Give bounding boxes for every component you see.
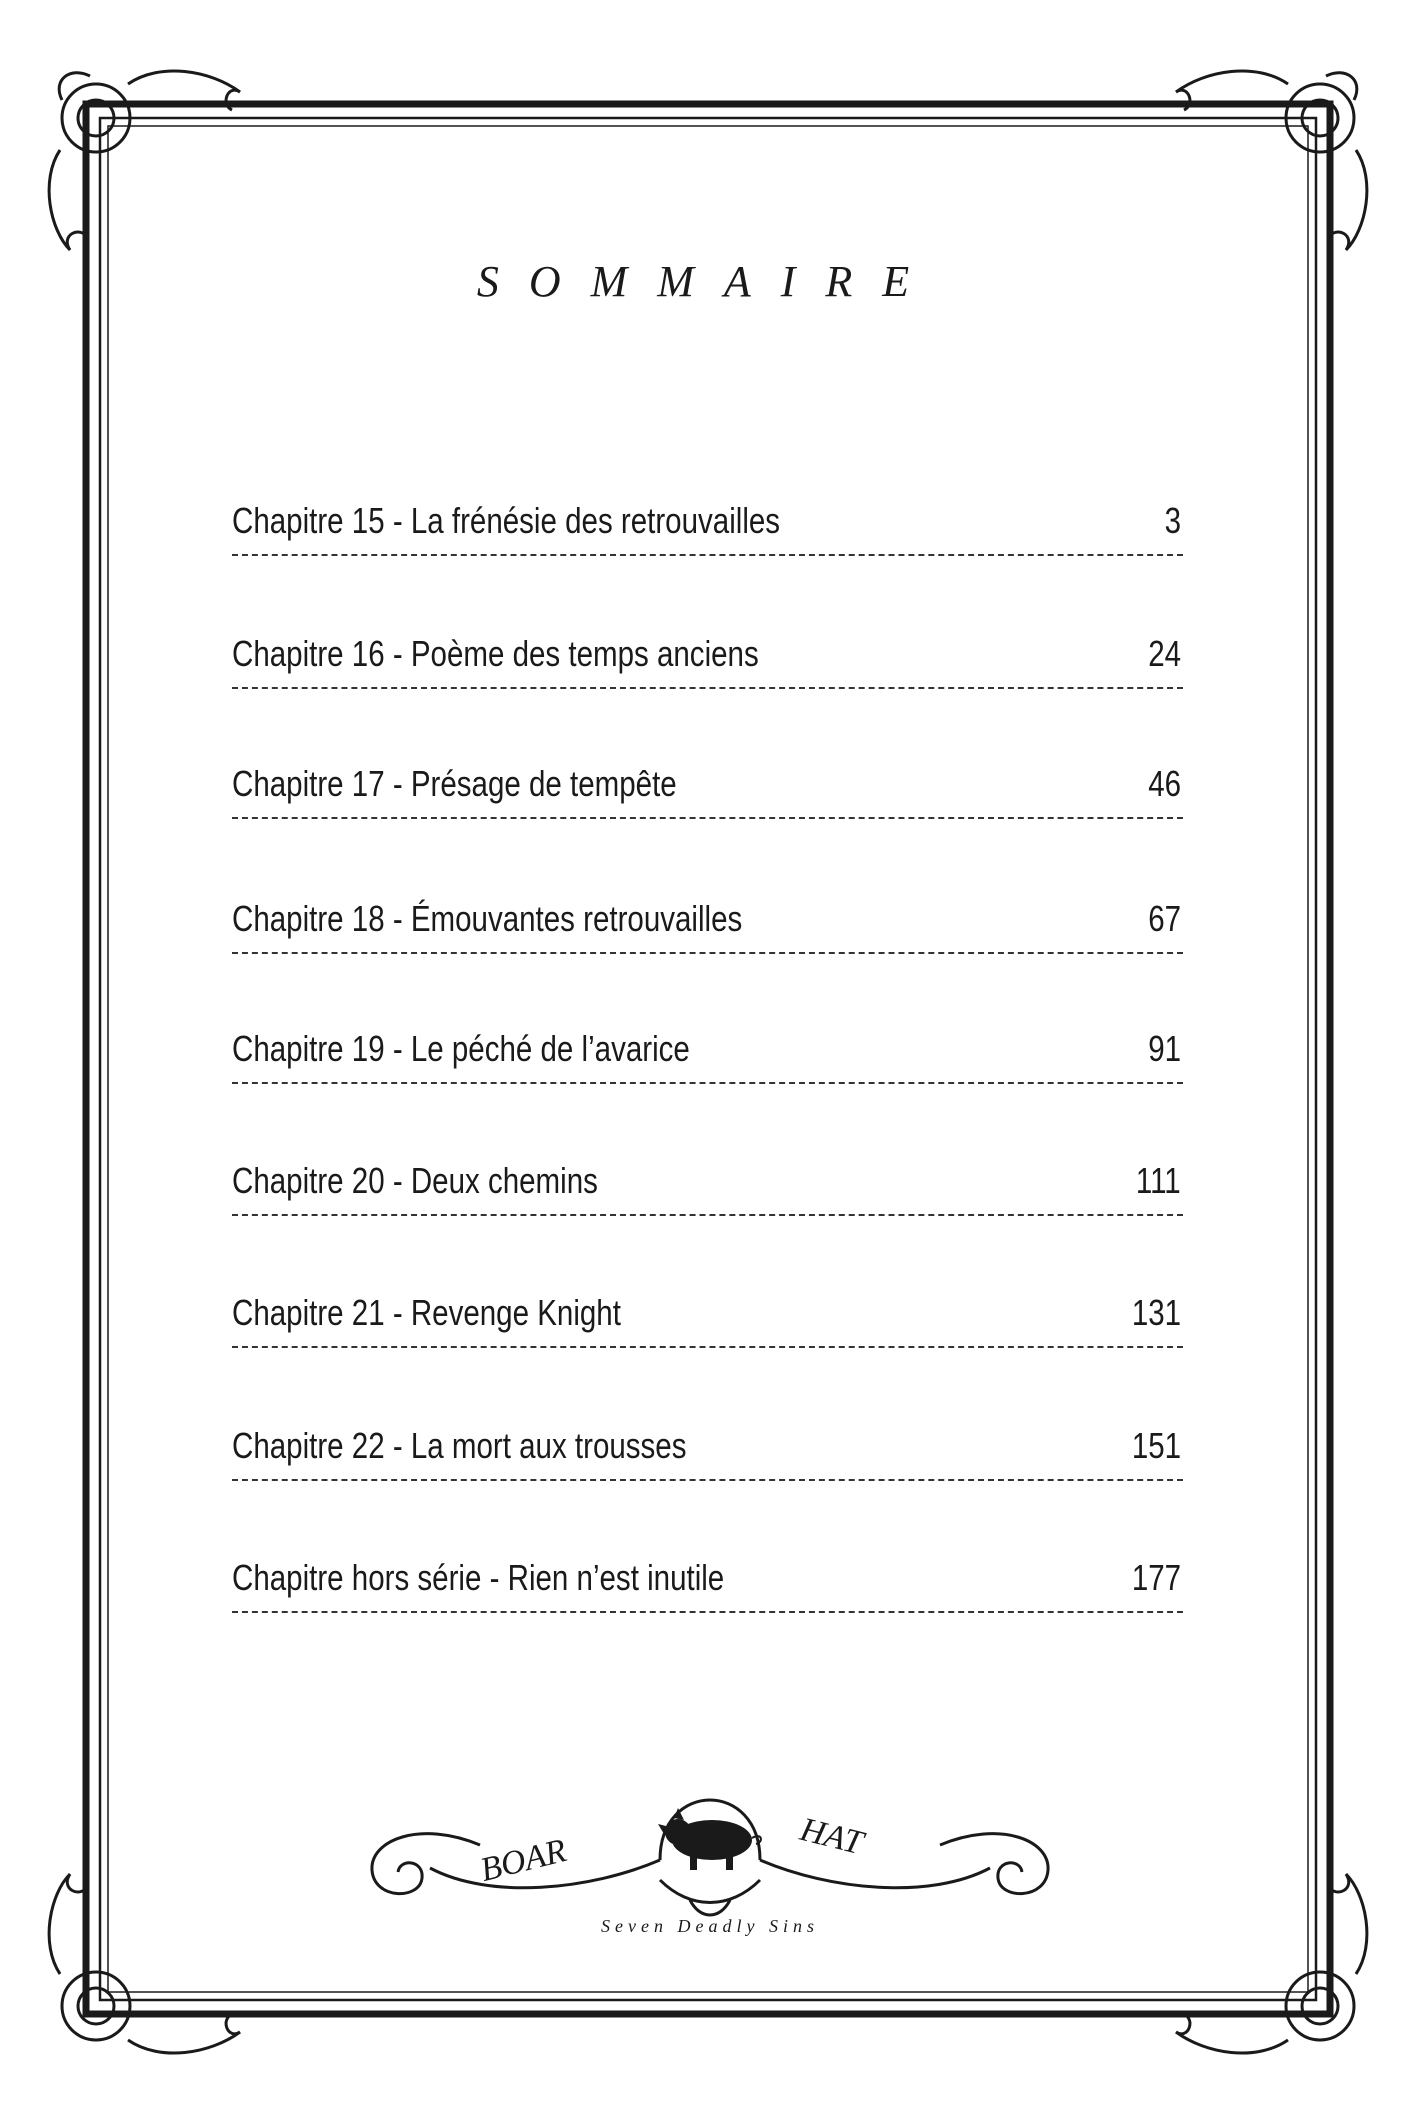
dashed-leader [232, 1611, 1183, 1613]
corner-ornament-top-left [49, 71, 240, 250]
logo-subtitle: Seven Deadly Sins [601, 1916, 819, 1936]
dashed-leader [232, 1214, 1183, 1216]
dashed-leader [232, 1346, 1183, 1348]
chapter-title: Chapitre 15 - La frénésie des retrouvailles [232, 500, 781, 541]
page-number: 131 [1131, 1292, 1181, 1333]
chapter-title: Chapitre hors série - Rien n’est inutile [232, 1557, 725, 1598]
page-number: 67 [1148, 898, 1181, 939]
page-number: 177 [1131, 1557, 1181, 1598]
toc-entry [232, 1018, 1183, 1084]
toc-entry [232, 888, 1183, 954]
chapter-title: Chapitre 18 - Émouvantes retrouvailles [232, 898, 743, 939]
toc-entry [232, 1282, 1183, 1348]
toc-entry [232, 490, 1183, 556]
corner-ornament-bottom-left [49, 1874, 240, 2053]
chapter-title: Chapitre 21 - Revenge Knight [232, 1292, 621, 1333]
corner-ornament-bottom-right [1176, 1874, 1367, 2053]
chapter-title: Chapitre 16 - Poème des temps anciens [232, 633, 759, 674]
chapter-title: Chapitre 22 - La mort aux trousses [232, 1425, 687, 1466]
dashed-leader [232, 817, 1183, 819]
dashed-leader [232, 554, 1183, 556]
page-number: 91 [1148, 1028, 1181, 1069]
toc-entry [232, 1150, 1183, 1216]
page-number: 111 [1136, 1160, 1181, 1201]
dashed-leader [232, 952, 1183, 954]
page-number: 151 [1131, 1425, 1181, 1466]
dashed-leader [232, 687, 1183, 689]
logo-word-right: HAT [796, 1810, 867, 1863]
page-number: 46 [1148, 763, 1181, 804]
toc-entry [232, 753, 1183, 819]
toc-entry [232, 1547, 1183, 1613]
chapter-title: Chapitre 19 - Le péché de l’avarice [232, 1028, 690, 1069]
page-number: 3 [1164, 500, 1181, 541]
corner-ornament-top-right [1176, 71, 1367, 250]
dashed-leader [232, 1082, 1183, 1084]
logo-word-left: BOAR [476, 1832, 570, 1889]
chapter-title: Chapitre 20 - Deux chemins [232, 1160, 598, 1201]
toc-entry [232, 623, 1183, 689]
boar-hat-logo [360, 1750, 1060, 1950]
page-number: 24 [1148, 633, 1181, 674]
page-title: SOMMAIRE [476, 257, 940, 306]
dashed-leader [232, 1479, 1183, 1481]
toc-entry [232, 1415, 1183, 1481]
chapter-title: Chapitre 17 - Présage de tempête [232, 763, 677, 804]
